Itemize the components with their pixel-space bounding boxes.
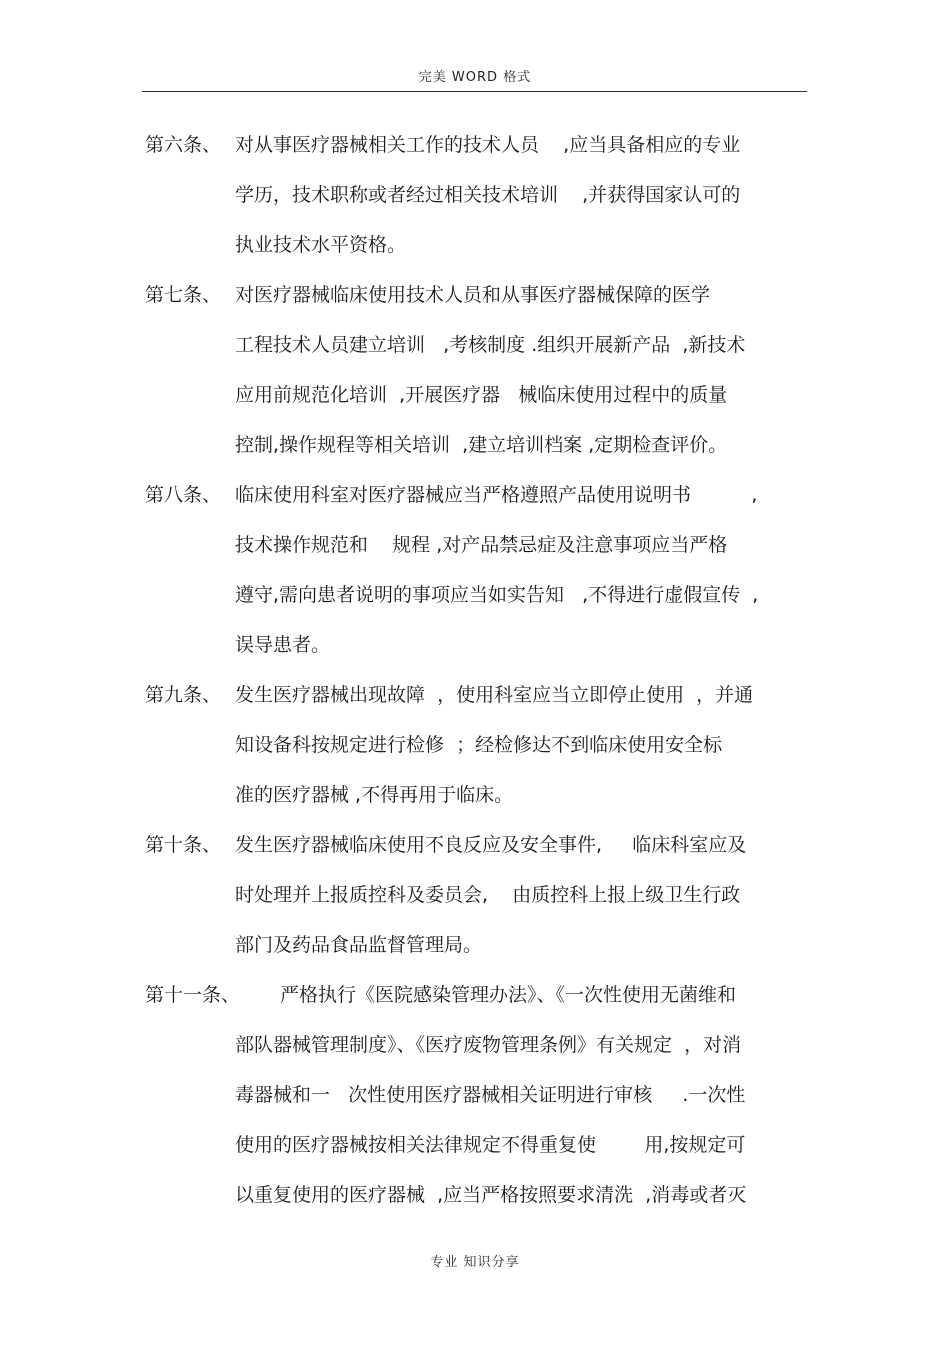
article-text-line: 技术操作规范和 规程 ,对产品禁忌症及注意事项应当严格	[235, 534, 728, 556]
article-text-line: 遵守,需向患者说明的事项应当如实告知 ,不得进行虚假宣传 ,	[235, 584, 759, 606]
article-number: 第六条、	[145, 134, 222, 156]
article-number: 第七条、	[145, 284, 222, 306]
article-number: 第十一条、	[145, 984, 241, 1006]
header-divider	[142, 91, 807, 92]
article-text-line: 知设备科按规定进行检修 ；经检修达不到临床使用安全标	[235, 734, 723, 756]
article-text-line: 发生医疗器械出现故障 ，使用科室应当立即停止使用 ，并通	[235, 684, 754, 706]
article-text-line: 工程技术人员建立培训 ,考核制度 .组织开展新产品 ,新技术	[235, 334, 746, 356]
article-text-line: 对从事医疗器械相关工作的技术人员 ,应当具备相应的专业	[235, 134, 741, 156]
article-number: 第八条、	[145, 484, 222, 506]
page-footer: 专业 知识分享	[430, 1255, 520, 1270]
article-text-line: 准的医疗器械 ,不得再用于临床。	[235, 784, 514, 806]
article-text-line: 严格执行《医院感染管理办法》、《一次性使用无菌维和	[280, 984, 737, 1006]
article-text-line: 时处理并上报质控科及委员会, 由质控科上报上级卫生行政	[235, 884, 741, 906]
article-text-line: 部门及药品食品监督管理局。	[235, 934, 483, 956]
page-header: 完美 WORD 格式	[418, 70, 532, 85]
article-text-line: 学历，技术职称或者经过相关技术培训 ,并获得国家认可的	[235, 184, 741, 206]
article-text-line: 毒器械和一 次性使用医疗器械相关证明进行审核 .一次性	[235, 1084, 746, 1106]
article-text-line: 对医疗器械临床使用技术人员和从事医疗器械保障的医学	[235, 284, 711, 306]
article-text-line: 执业技术水平资格。	[235, 234, 407, 256]
article-number: 第十条、	[145, 834, 222, 856]
article-text-line: 应用前规范化培训 ,开展医疗器 械临床使用过程中的质量	[235, 384, 728, 406]
article-text-line: 临床使用科室对医疗器械应当严格遵照产品使用说明书 ,	[235, 484, 758, 506]
article-text-line: 发生医疗器械临床使用不良反应及安全事件, 临床科室应及	[235, 834, 747, 856]
article-number: 第九条、	[145, 684, 222, 706]
article-text-line: 误导患者。	[235, 634, 331, 656]
article-text-line: 部队器械管理制度》、《医疗废物管理条例》有关规定 ，对消	[235, 1034, 742, 1056]
article-text-line: 使用的医疗器械按相关法律规定不得重复使 用,按规定可	[235, 1134, 746, 1156]
article-text-line: 以重复使用的医疗器械 ,应当严格按照要求清洗 ,消毒或者灭	[235, 1184, 747, 1206]
article-text-line: 控制,操作规程等相关培训 ,建立培训档案 ,定期检查评价。	[235, 434, 728, 456]
